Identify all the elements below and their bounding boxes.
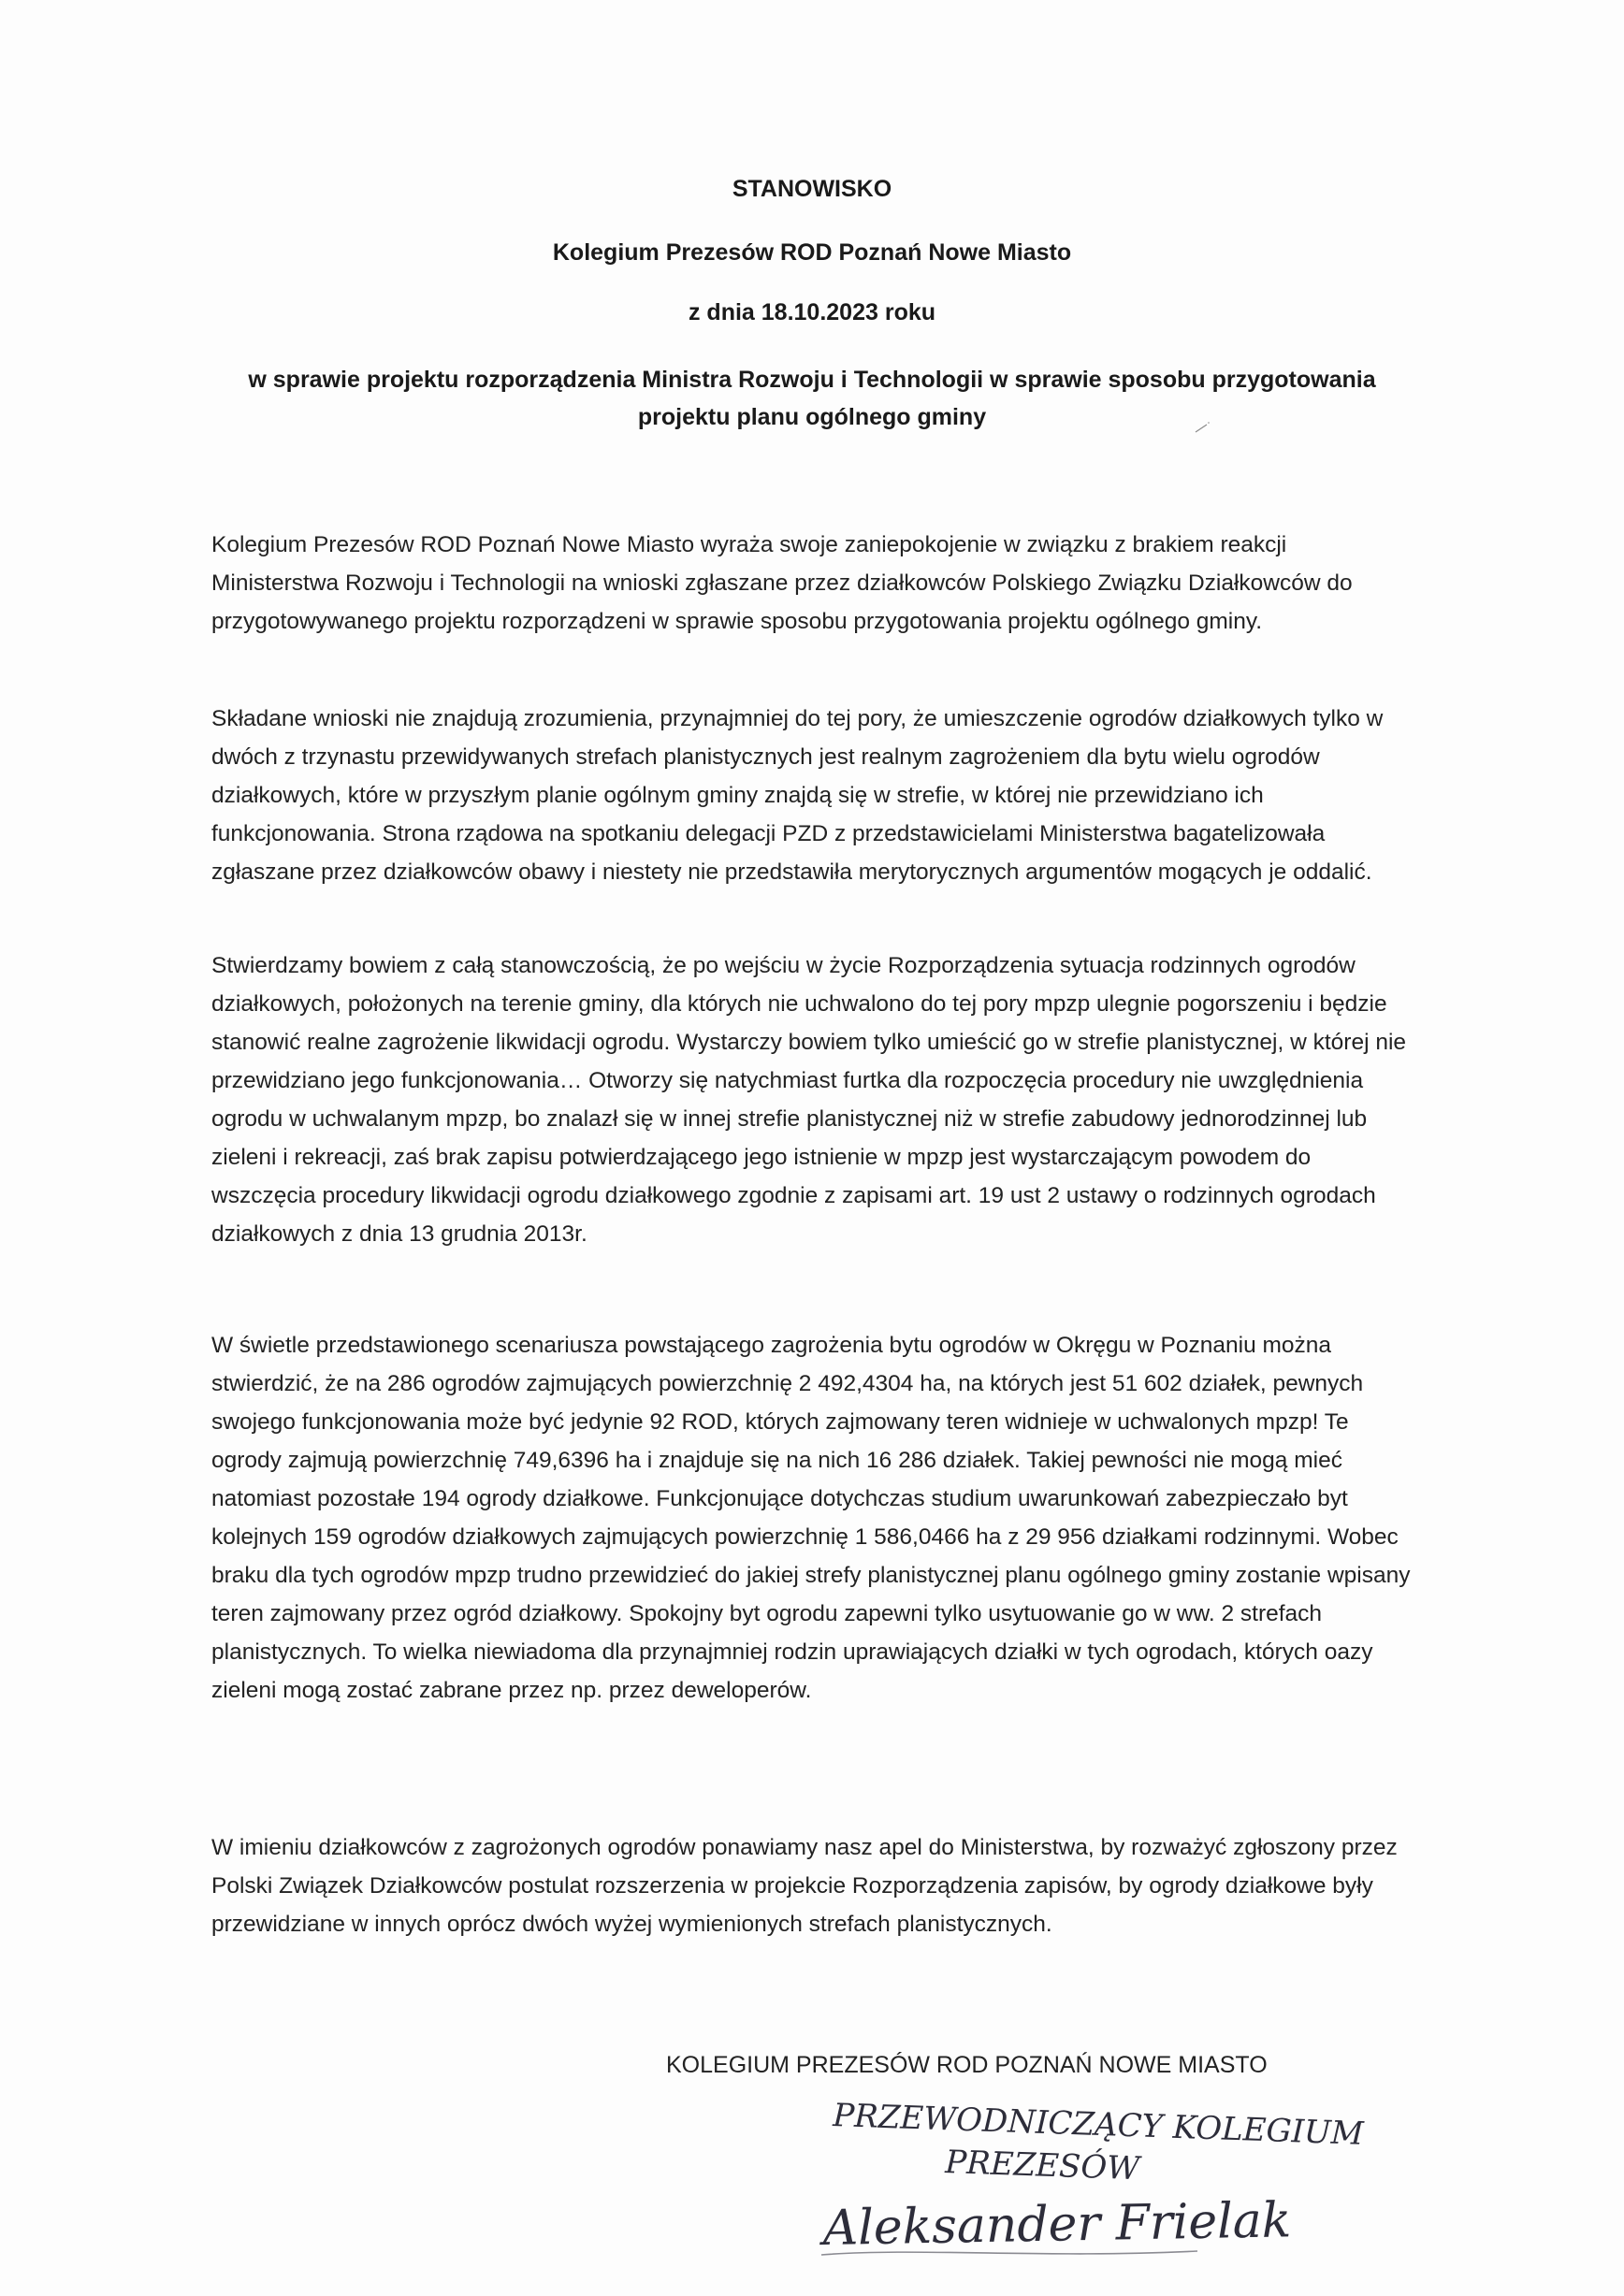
subject-heading: w sprawie projektu rozporządzenia Ministra Rozwoju i Technologii w sprawie sposobu przygotowania projektu planu ogólnego gminy (248, 367, 1376, 430)
paragraph-5: W imieniu działkowców z zagrożonych ogrodów ponawiamy nasz apel do Ministerstwa, by rozważyć zgłoszony przez Polski Związek Działkowców postulat rozszerzenia w projekcie Rozporządzenia zapisów, by ogrody działkowe były przewidziane w innych oprócz dwóch wyżej wymienionych strefach planistycznych. (211, 1835, 1398, 1937)
paragraph-3: Stwierdzamy bowiem z całą stanowczością, że po wejściu w życie Rozporządzenia sytuacja rodzinnych ogrodów działkowych, położonych na terenie gminy, dla których nie uchwalono do tej pory mpzp ulegnie pogorszeniu i będzie stanowić realne zagrożenie likwidacji ogrodu. Wystarczy bowiem tylko umieścić go w strefie planistycznej, w której nie przewidziano jego funkcjonowania… Otworzy się natychmiast furtka dla rozpoczęcia procedury nie uwzględnienia ogrodu w uchwalanym mpzp, bo znalazł się w innej strefie planistycznej niż w strefie zabudowy jednorodzinnej lub zieleni i rekreacji, zaś brak zapisu potwierdzającego jego istnienie w mpzp jest wystarczającym powodem do wszczęcia procedury likwidacji ogrodu działkowego zgodnie z zapisami art. 19 ust 2 ustawy o rodzinnych ogrodach działkowych z dnia 13 grudnia 2013r. (211, 953, 1407, 1247)
signature-line-3: Aleksander Frielak (822, 2192, 1292, 2257)
document-title: STANOWISKO (732, 176, 892, 202)
date-line: z dnia 18.10.2023 roku (688, 299, 936, 325)
pen-mark (1194, 419, 1212, 438)
paragraph-4: W świetle przedstawionego scenariusza powstającego zagrożenia bytu ogrodów w Okręgu w Poznaniu można stwierdzić, że na 286 ogrodów zajmujących powierzchnię 2 492,4304 ha, na których jest 51 602 działek, pewnych swojego funkcjonowania może być jedynie 92 ROD, których zajmowany teren widnieje w uchwalonych mpzp! Te ogrody zajmują powierzchnię 749,6396 ha i znajduje się na nich 16 286 działek. Takiej pewności nie mogą mieć natomiast pozostałe 194 ogrody działkowe. Funkcjonujące dotychczas studium uwarunkowań zabezpieczało byt kolejnych 159 ogrodów działkowych zajmujących powierzchnię 1 586,0466 ha z 29 956 działkami rodzinnymi. Wobec braku dla tych ogrodów mpzp trudno przewidzieć do jakiej strefy planistycznej planu ogólnego gminy zostanie wpisany teren zajmowany przez ogród działkowy. Spokojny byt ogrodu zapewni tylko usytuowanie go w ww. 2 strefach planistycznych. To wielka niewiadoma dla przynajmniej rodzin uprawiających działki w tych ogrodach, których oazy zieleni mogą zostać zabrane przez np. przez deweloperów. (211, 1333, 1411, 1703)
signature-line-1: PRZEWODNICZĄCY KOLEGIUM (832, 2097, 1365, 2153)
paragraph-2: Składane wnioski nie znajdują zrozumienia, przynajmniej do tej pory, że umieszczenie ogrodów działkowych tylko w dwóch z trzynastu przewidywanych strefach planistycznych jest realnym zagrożeniem dla bytu wielu ogrodów działkowych, które w przyszłym planie ogólnym gminy znajdą się w strefie, w której nie przewidziano ich funkcjonowania. Strona rządowa na spotkaniu delegacji PZD z przedstawicielami Ministerstwa bagatelizowała zgłaszane przez działkowców obawy i niestety nie przedstawiła merytorycznych argumentów mogących je oddalić. (211, 706, 1384, 885)
signature-line-2: PREZESÓW (944, 2144, 1140, 2188)
paragraph-1: Kolegium Prezesów ROD Poznań Nowe Miasto wyraża swoje zaniepokojenie w związku z brakiem reakcji Ministerstwa Rozwoju i Technologii na wnioski zgłaszane przez działkowców Polskiego Związku Działkowców do przygotowywanego projektu rozporządzeni w sprawie sposobu przygotowania projektu ogólnego gminy. (211, 532, 1353, 634)
signature-block: KOLEGIUM PREZESÓW ROD POZNAŃ NOWE MIASTO (666, 2052, 1268, 2078)
organization-heading: Kolegium Prezesów ROD Poznań Nowe Miasto (552, 239, 1072, 266)
handwritten-signature (805, 2081, 1534, 2287)
